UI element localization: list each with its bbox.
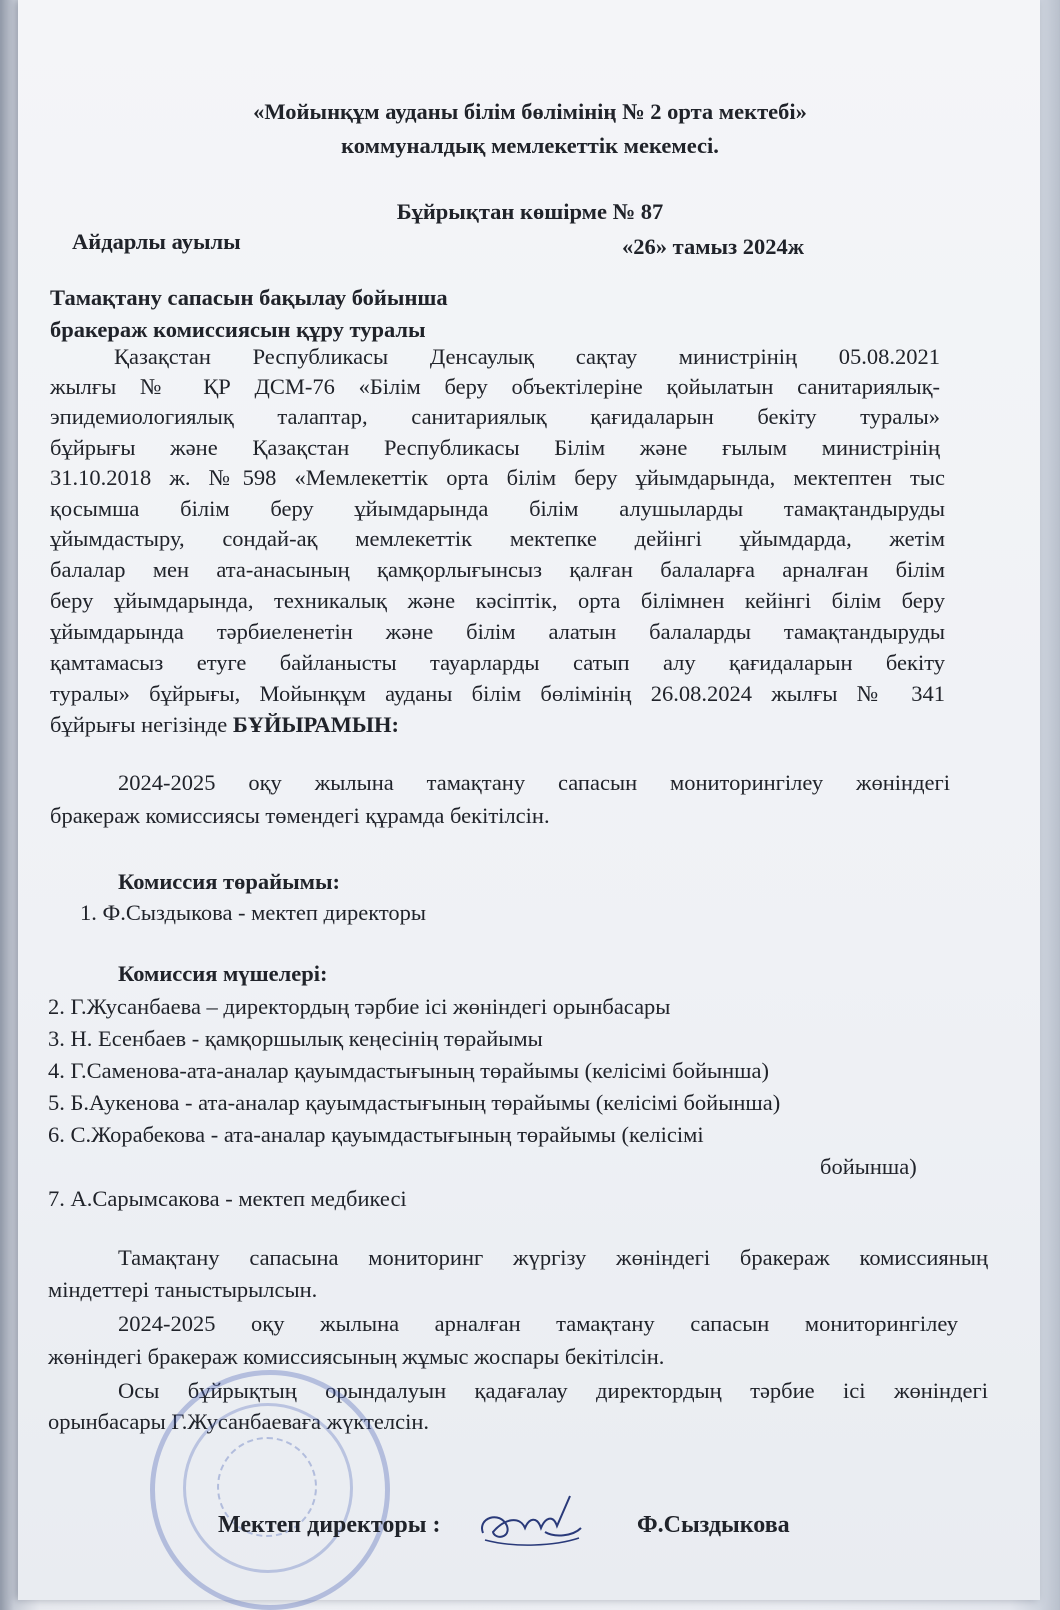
signoff-name: Ф.Сыздыкова (637, 1512, 790, 1538)
signature-mark (475, 1488, 585, 1558)
clause4-line1: Осы бұйрықтың орындалуын қадағалау директордың тәрбие ісі жөніндегі (118, 1378, 988, 1403)
org-name-line2: коммуналдық мемлекеттік мекемесі. (341, 133, 719, 158)
subject-line1: Тамақтану сапасын бақылау бойынша (50, 285, 448, 310)
member-item: 7. А.Сарымсакова - мектеп медбикесі (48, 1186, 407, 1211)
order-place: Айдарлы ауылы (72, 229, 241, 254)
subject-line2: бракераж комиссиясын құру туралы (50, 317, 426, 342)
preamble-line: қамтамасыз етуге байланысты тауарларды сатып алу қағидаларын бекіту (50, 650, 945, 675)
member-item: 3. Н. Есенбаев - қамқоршылық кеңесінің төрайымы (48, 1026, 543, 1051)
preamble-last-text: бұйрығы негізінде (50, 712, 233, 737)
preamble-line: ұйымдастыру, сондай-ақ мемлекеттік мектепке дейінгі ұйымдарда, жетім (50, 526, 945, 551)
command-word: БҰЙЫРАМЫН: (232, 712, 399, 737)
member-item: 5. Б.Аукенова - ата-аналар қауымдастығының төрайымы (келісімі бойынша) (48, 1090, 781, 1115)
signoff-role: Мектеп директоры : (218, 1512, 441, 1538)
clause1-line1: 2024-2025 оқу жылына тамақтану сапасын мониторингілеу жөніндегі (118, 770, 950, 795)
preamble-line: туралы» бұйрығы, Мойынқұм ауданы білім бөлімінің 26.08.2024 жылғы № 341 (50, 681, 945, 706)
preamble-line: қосымша білім беру ұйымдарында білім алушыларды тамақтандыруды (50, 496, 945, 521)
clause4-line2: орынбасары Г.Жусанбаеваға жүктелсін. (48, 1409, 429, 1434)
chair-item: 1. Ф.Сыздыкова - мектеп директоры (80, 900, 427, 925)
clause2-line2: міндеттері таныстырылсын. (48, 1277, 318, 1302)
preamble-line: эпидемиологиялық талаптар, санитариялық қағидаларын бекіту туралы» (50, 404, 940, 429)
org-name-line1: «Мойынқұм ауданы білім бөлімінің № 2 орта мектебі» (253, 99, 807, 124)
clause1-line2: бракераж комиссиясы төмендегі құрамда бекітілсін. (50, 803, 550, 828)
preamble-last-line (50, 710, 399, 740)
preamble-line: бұйрығы және Қазақстан Республикасы Білім және ғылым министрінің (50, 435, 940, 460)
preamble-line: балалар мен ата-анасының қамқорлығынсыз қалған балаларға арналған білім (50, 557, 945, 582)
clause2-line1: Тамақтану сапасына мониторинг жүргізу жөніндегі бракераж комиссияның (118, 1245, 988, 1270)
member-item: 6. С.Жорабекова - ата-аналар қауымдастығының төрайымы (келісімі (48, 1122, 704, 1147)
clause3-line2: жөніндегі бракераж комиссиясының жұмыс жоспары бекітілсін. (48, 1344, 665, 1369)
member-item: 2. Г.Жусанбаева – директордың тәрбие ісі жөніндегі орынбасары (48, 994, 671, 1019)
preamble-line: ұйымдарында тәрбиеленетін және білім алатын балаларды тамақтандыруды (50, 619, 945, 644)
preamble-line: Қазақстан Республикасы Денсаулық сақтау министрінің 05.08.2021 (114, 344, 940, 369)
order-title: Бұйрықтан көшірме № 87 (396, 199, 664, 224)
clause3-line1: 2024-2025 оқу жылына арналған тамақтану сапасын мониторингілеу (118, 1311, 958, 1336)
preamble-line: 31.10.2018 ж. №598 «Мемлекеттік орта білім беру ұйымдарында, мектептен тыс (50, 465, 945, 490)
member-item: 4. Г.Саменова-ата-аналар қауымдастығының төрайымы (келісімі бойынша) (48, 1058, 769, 1083)
preamble-line: жылғы № ҚР ДСМ-76 «Білім беру объектілеріне қойылатын санитариялық- (50, 374, 940, 399)
order-date: «26» тамыз 2024ж (622, 234, 805, 259)
official-stamp (150, 1370, 390, 1610)
preamble-line: беру ұйымдарында, техникалық және кәсіптік, орта білімнен кейінгі білім беру (50, 588, 945, 613)
chair-heading: Комиссия төрайымы: (118, 869, 341, 894)
member-item-continuation: бойынша) (820, 1154, 917, 1179)
members-heading: Комиссия мүшелері: (118, 961, 328, 986)
